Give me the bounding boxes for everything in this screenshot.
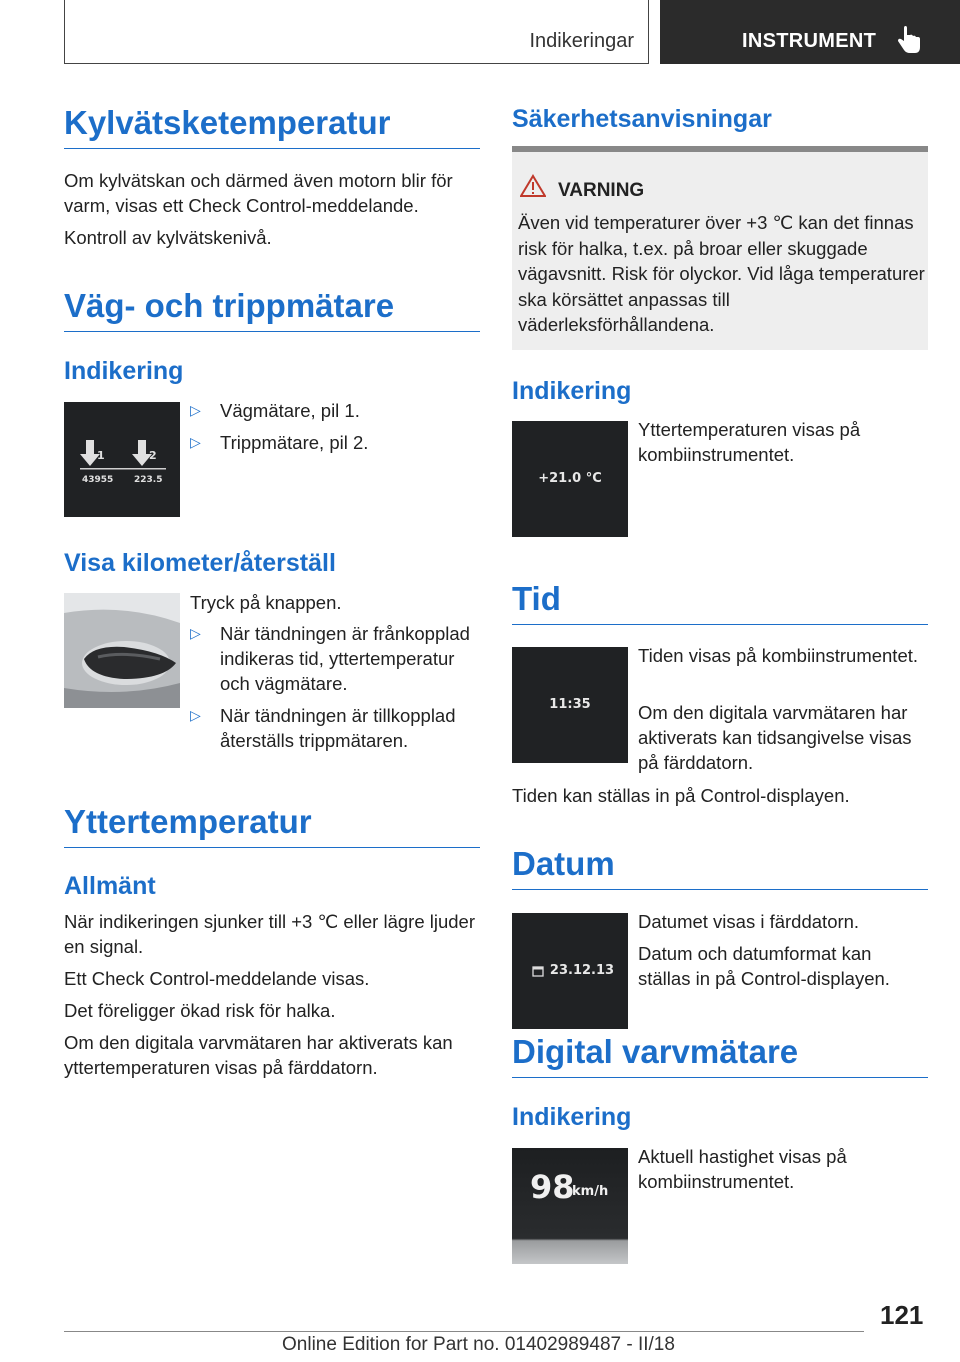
date-paragraph-2: Datum och datumformat kan ställas in på Control-displayen. — [638, 943, 890, 989]
safety-title: Säkerhetsanvisningar — [512, 105, 772, 133]
date-display-image — [512, 913, 628, 1029]
odometer-bullet-1: ▷ Vägmätare, pil 1. — [190, 400, 360, 421]
reset-knob-illustration — [64, 593, 180, 708]
time-title: Tid — [512, 580, 928, 625]
footer-edition: Online Edition for Part no. 01402989487 - II/18 — [282, 1334, 675, 1355]
time-paragraph-2: Om den digitala varvmätaren har aktiverats kan tidsangivelse visas på färddatorn. — [638, 702, 912, 773]
date-display-value: 23.12.13 — [549, 963, 615, 978]
odometer-trip-value: 223.5 — [134, 475, 163, 485]
odometer-arrow-icons — [64, 402, 180, 517]
time-paragraph-3: Tiden kan ställas in på Control-displayen. — [512, 785, 850, 806]
time-display-image — [512, 647, 628, 763]
outside-temp-paragraph-1: När indikeringen sjunker till +3 ℃ eller lägre ljuder en signal. — [64, 911, 476, 957]
outside-temp-paragraph-3: Det föreligger ökad risk för halka. — [64, 1000, 336, 1021]
date-title: Datum — [512, 845, 928, 890]
bullet-triangle-icon: ▷ — [190, 707, 201, 723]
header-section-tab — [64, 0, 649, 64]
odometer-bullet-2: ▷ Trippmätare, pil 2. — [190, 432, 369, 453]
reset-bullet-1: ▷ När tändningen är frånkopplad indikeras tid, yttertemperatur och vägmätare. — [190, 623, 470, 694]
arrow-label-1: 1 — [97, 449, 105, 462]
page-number: 121 — [880, 1300, 924, 1330]
digital-speed-unit: km/h — [572, 1184, 609, 1199]
digital-speed-title: Digital varvmätare — [512, 1033, 928, 1078]
footer-divider — [64, 1331, 864, 1332]
reset-bullet-2: ▷ När tändningen är tillkopplad återställs trippmätaren. — [190, 705, 456, 751]
coolant-paragraph-1: Om kylvätskan och därmed även motorn blir för varm, visas ett Check Control-meddelande. — [64, 170, 453, 216]
time-display-value: 11:35 — [549, 697, 591, 712]
temp-display-text: Yttertemperaturen visas på kombiinstrumentet. — [638, 419, 861, 465]
temp-display-value: +21.0 °C — [538, 471, 602, 486]
temp-display-image — [512, 421, 628, 537]
bullet-triangle-icon: ▷ — [190, 434, 201, 450]
coolant-title: Kylvätsketemperatur — [64, 104, 480, 149]
outside-temp-paragraph-2: Ett Check Control-meddelande visas. — [64, 968, 370, 989]
pointing-hand-icon — [896, 26, 922, 54]
outside-temp-general-heading: Allmänt — [64, 872, 156, 900]
warning-label: VARNING — [558, 180, 645, 201]
odometer-total-value: 43955 — [82, 475, 114, 485]
warning-box — [512, 146, 928, 350]
header-section-label: Indikeringar — [529, 30, 634, 52]
outside-temp-paragraph-4: Om den digitala varvmätaren har aktiverats kan yttertemperaturen visas på färddatorn. — [64, 1032, 453, 1078]
reset-heading: Visa kilometer/återställ — [64, 549, 336, 577]
warning-triangle-icon — [520, 174, 546, 198]
warning-text: Även vid temperaturer över +3 ℃ kan det finnas risk för halka, t.ex. på broar eller skuggade vägavsnitt. Risk för olyckor. Vid låga temperaturer ska körsättet anpassas till väderleksförhållandena. — [518, 212, 925, 335]
digital-speed-text: Aktuell hastighet visas på kombiinstrumentet. — [638, 1146, 847, 1192]
odometer-display-heading: Indikering — [64, 357, 184, 385]
odometer-title: Väg- och trippmätare — [64, 287, 480, 332]
digital-speed-image — [512, 1148, 628, 1264]
reset-button-image — [64, 593, 180, 708]
reset-intro: Tryck på knappen. — [190, 592, 342, 613]
arrow-label-2: 2 — [149, 449, 157, 462]
odometer-display-image — [64, 402, 180, 517]
outside-temp-title: Yttertemperatur — [64, 803, 480, 848]
temp-display-heading: Indikering — [512, 377, 632, 405]
bullet-triangle-icon: ▷ — [190, 625, 201, 641]
bullet-triangle-icon: ▷ — [190, 402, 201, 418]
header-chapter-tab — [660, 0, 960, 64]
digital-speed-heading: Indikering — [512, 1103, 632, 1131]
header-chapter-label: INSTRUMENT — [742, 30, 877, 52]
time-paragraph-1: Tiden visas på kombiinstrumentet. — [638, 645, 919, 666]
date-paragraph-1: Datumet visas i färddatorn. — [638, 911, 860, 932]
coolant-paragraph-2: Kontroll av kylvätskenivå. — [64, 227, 272, 248]
digital-speed-value: 98 — [530, 1168, 575, 1206]
